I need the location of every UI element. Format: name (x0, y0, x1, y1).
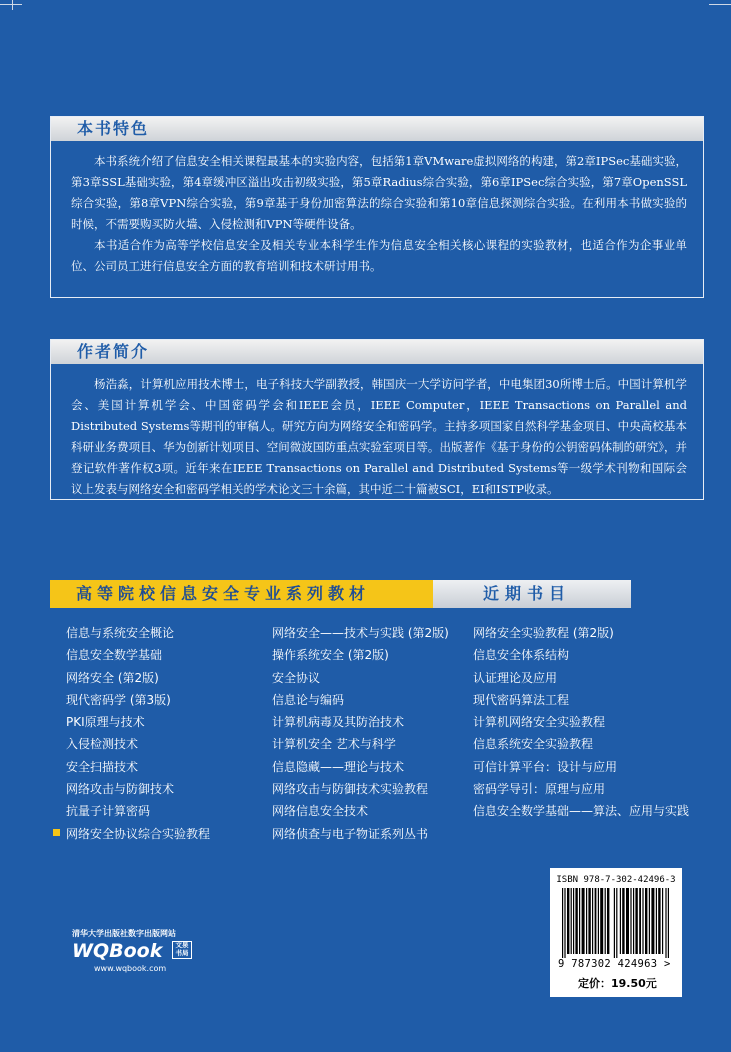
book-title: 安全协议 (272, 670, 321, 685)
book-title: 网络安全实验教程 (第2版) (473, 626, 614, 640)
features-body (71, 151, 687, 277)
author-section (50, 339, 704, 500)
book-title: 可信计算平台：设计与应用 (473, 759, 618, 774)
features-title: 本书特色 (77, 119, 150, 138)
wqbook-seal-logo: 文泉书局 (172, 941, 192, 959)
barcode-digits: 9 787302 424963 > (558, 958, 671, 970)
crop-mark (0, 4, 22, 5)
book-list-column-1 (66, 622, 210, 845)
book-title: 现代密码学 (第3版) (66, 692, 171, 707)
series-title: 高等院校信息安全专业系列教材 (76, 584, 371, 603)
author-header (51, 340, 703, 364)
recent-books-label: 近期书目 (483, 584, 572, 603)
book-title: 操作系统安全 (第2版) (272, 648, 389, 663)
features-paragraph: 本书适合作为高等学校信息安全及相关专业本科学生作为信息安全相关核心课程的实验教材，也适合作为企事业单位、公司员工进行信息安全方面的教育培训和技术研讨用书。 (71, 238, 687, 273)
book-title: 现代密码算法工程 (473, 692, 570, 707)
price: 定价：19.50元 (578, 977, 657, 990)
book-title: 网络攻击与防御技术 (66, 782, 175, 797)
book-title: 密码学导引：原理与应用 (473, 782, 606, 797)
book-title: 网络安全——技术与实践 (第2版) (272, 626, 449, 640)
publisher-url: www.wqbook.com (94, 964, 167, 973)
book-title: 计算机网络安全实验教程 (473, 715, 606, 730)
book-title: 计算机病毒及其防治技术 (272, 715, 405, 730)
highlight-bullet (53, 829, 60, 836)
book-title: 信息隐藏——理论与技术 (272, 759, 405, 774)
features-section (50, 116, 704, 298)
barcode-box (550, 868, 682, 997)
book-title: 信息安全数学基础 (66, 648, 163, 663)
book-title: 计算机安全 艺术与科学 (272, 737, 396, 752)
features-header (51, 117, 703, 141)
book-title: 抗量子计算密码 (66, 804, 151, 819)
book-title: PKI原理与技术 (66, 715, 145, 730)
barcode-icon (562, 888, 670, 958)
book-title-highlighted: 网络安全协议综合实验教程 (66, 826, 211, 841)
book-title: 信息系统安全实验教程 (473, 737, 594, 752)
book-list-column-2 (272, 622, 449, 845)
crop-mark (12, 0, 13, 10)
features-paragraph: 本书系统介绍了信息安全相关课程最基本的实验内容，包括第1章VMware虚拟网络的构建，第2章IPSec基础实验，第3章SSL基础实验，第4章缓冲区溢出攻击初级实验，第5章Radius综合实验，第6章IPSec综合实验，第7章OpenSSL综合实验，第8章VPN综合实验，第9章基于身份加密算法的综合实验和第10章信息探测综合实验。在利用本书做实验的时候，不需要购买防火墙、入侵检测和VPN等硬件设备。 (71, 154, 687, 231)
isbn-text: ISBN 978-7-302-42496-3 (556, 875, 676, 885)
wqbook-logo: WQBook (72, 940, 163, 962)
publisher-site-name: 清华大学出版社数字出版网站 (72, 929, 176, 938)
author-title: 作者简介 (77, 342, 150, 361)
book-title: 认证理论及应用 (473, 670, 558, 685)
book-title: 网络安全 (第2版) (66, 670, 159, 685)
book-title: 网络信息安全技术 (272, 804, 369, 819)
book-title: 信息论与编码 (272, 692, 345, 707)
book-title: 入侵检测技术 (66, 737, 139, 752)
book-title: 信息安全体系结构 (473, 648, 570, 663)
author-body (71, 374, 687, 500)
book-title: 安全扫描技术 (66, 759, 139, 774)
book-list-column-3 (473, 622, 689, 823)
book-title: 信息与系统安全概论 (66, 626, 175, 640)
series-banner (50, 580, 433, 608)
book-title: 网络攻击与防御技术实验教程 (272, 782, 429, 797)
author-paragraph: 杨浩淼，计算机应用技术博士，电子科技大学副教授，韩国庆一大学访问学者，中电集团30所博士后。中国计算机学会、美国计算机学会、中国密码学会和IEEE会员，IEEE Computer，IEEE Transactions on Parallel and Distributed Systems等期刊的审稿人。研究方向为网络安全和密码学。主持多项国家自然科学基金项目、中央高校基本科研业务费项目、华为创新计划项目、空间微波国防重点实验室项目等。出版著作《基于身份的公钥密码体制的研究》，并登记软件著作权3项。近年来在IEEE Transactions on Parallel and Distributed Systems等一级学术刊物和国际会议上发表与网络安全和密码学相关的学术论文三十余篇，其中近二十篇被SCI，EI和ISTP收录。 (71, 377, 687, 496)
crop-mark (709, 4, 731, 5)
book-title: 网络侦查与电子物证系列丛书 (272, 826, 429, 841)
recent-books-banner (433, 580, 631, 608)
book-title: 信息安全数学基础——算法、应用与实践 (473, 804, 690, 819)
